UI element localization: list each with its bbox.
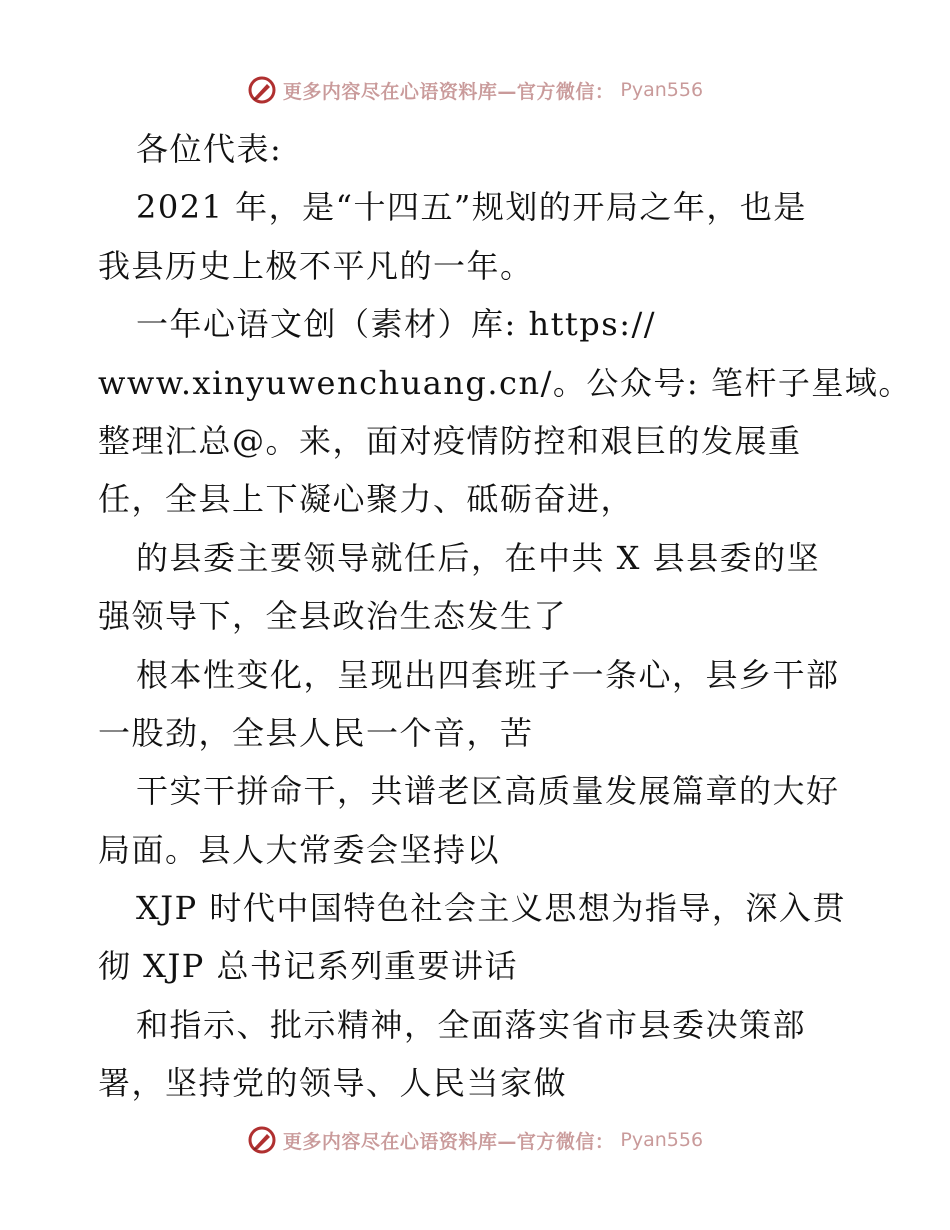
document-line: 和指示、批示精神，全面落实省市县委决策部 (136, 1005, 807, 1044)
watermark-wechat-id: Pyan556 (620, 79, 704, 101)
document-line: 强领导下，全县政治生态发生了 (98, 597, 568, 636)
document-line: 局面。县人大常委会坚持以 (98, 830, 501, 869)
document-line: 根本性变化，呈现出四套班子一条心，县乡干部 (136, 655, 840, 694)
document-line: XJP 时代中国特色社会主义思想为指导，深入贯 (136, 889, 846, 928)
document-line: 我县历史上极不平凡的一年。 (98, 246, 534, 285)
pen-nib-logo-icon (247, 1125, 277, 1155)
document-body (98, 120, 912, 1113)
document-line: www.xinyuwenchuang.cn/。公众号: 笔杆子星域。 (98, 363, 912, 402)
document-line: 各位代表: (136, 130, 283, 168)
document-line: 一年心语文创（素材）库: https:// (136, 305, 657, 344)
document-line: 干实干拼命干，共谱老区高质量发展篇章的大好 (136, 772, 840, 811)
watermark-wechat-id: Pyan556 (620, 1129, 704, 1151)
document-line: 任，全县上下凝心聚力、砥砺奋进， (98, 480, 635, 519)
document-line: 彻 XJP 总书记系列重要讲话 (98, 947, 518, 986)
document-line: 2021 年，是“十四五”规划的开局之年，也是 (136, 188, 807, 227)
document-line: 署，坚持党的领导、人民当家做 (98, 1064, 568, 1103)
document-line: 的县委主要领导就任后，在中共 X 县县委的坚 (136, 538, 821, 577)
header-watermark (0, 70, 950, 110)
watermark-text: 更多内容尽在心语资料库—官方微信： (282, 80, 615, 103)
watermark-text: 更多内容尽在心语资料库—官方微信： (282, 1130, 615, 1153)
document-line: 一股劲，全县人民一个音，苦 (98, 713, 534, 752)
footer-watermark (0, 1120, 950, 1160)
document-line: 整理汇总@。来，面对疫情防控和艰巨的发展重 (98, 421, 802, 460)
pen-nib-logo-icon (247, 75, 277, 105)
